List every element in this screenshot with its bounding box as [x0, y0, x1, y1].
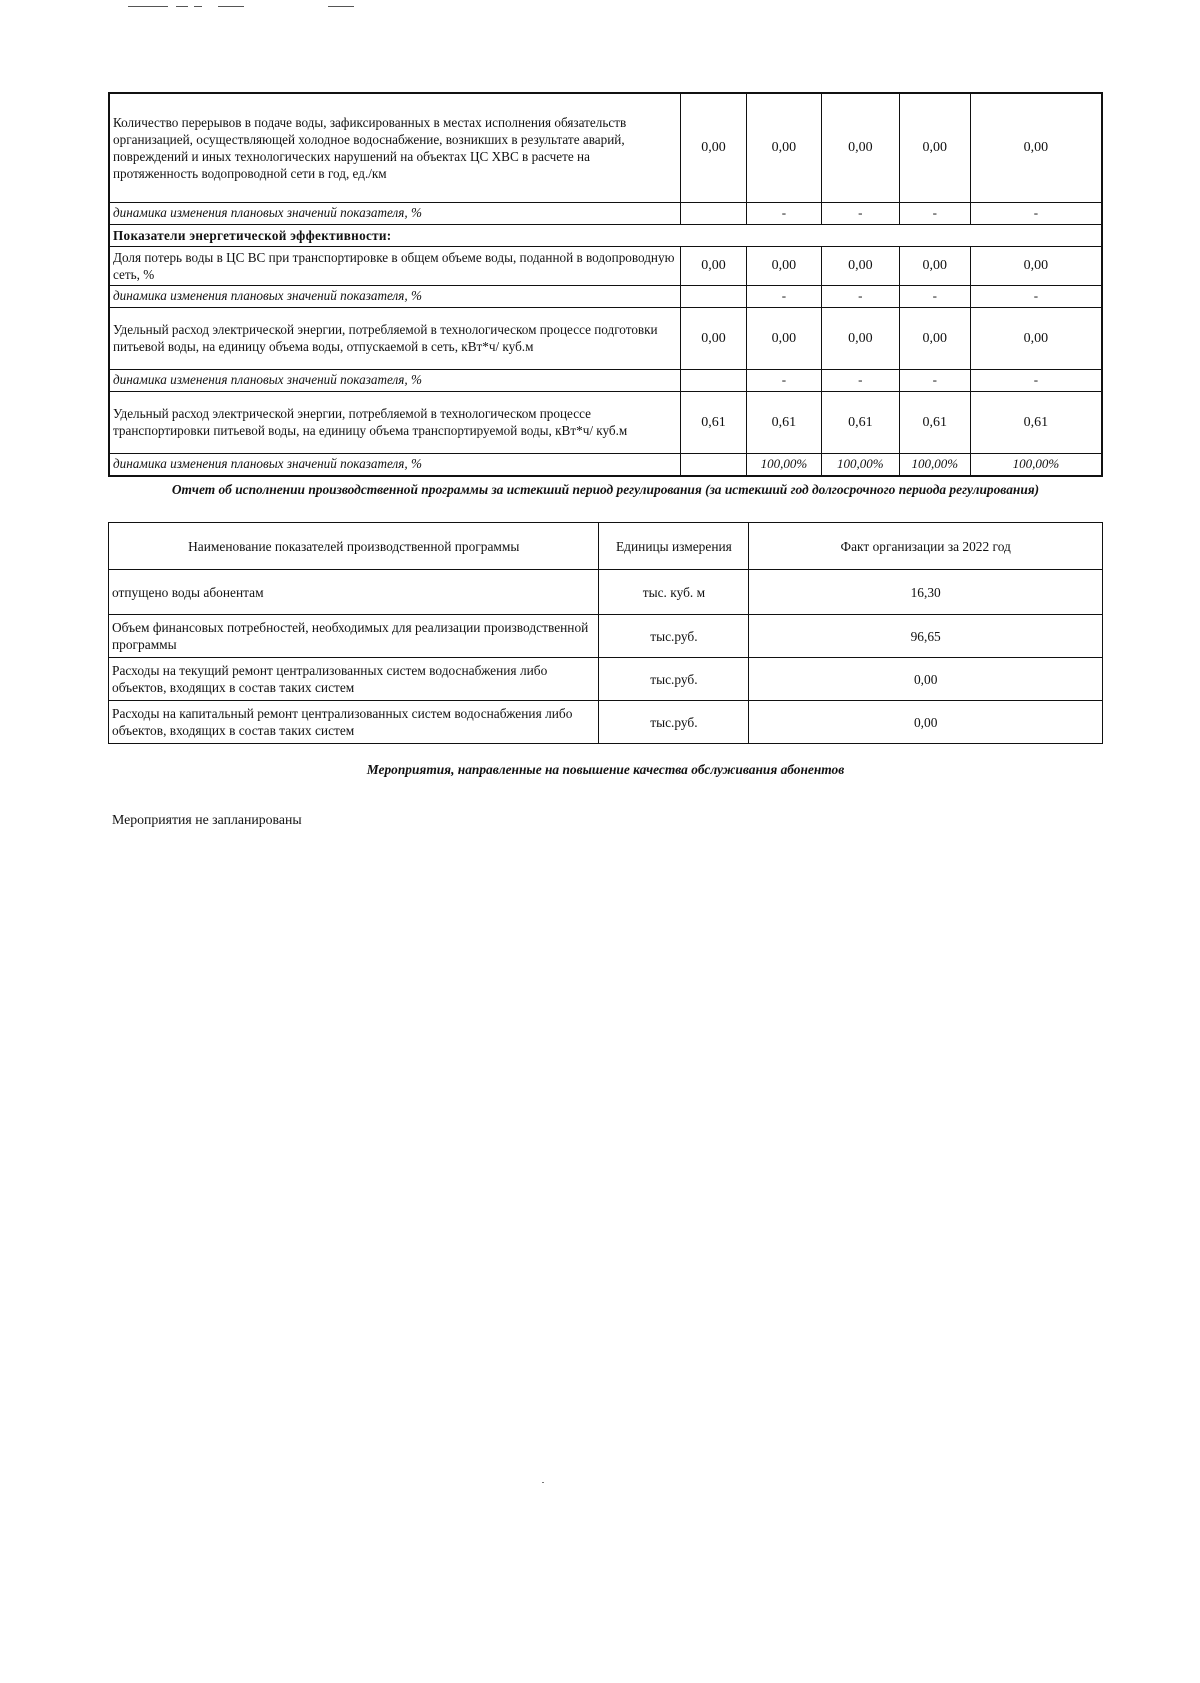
indicator-value: 0,00: [970, 246, 1102, 285]
indicator-value: 0,61: [899, 391, 970, 453]
table-row: [109, 570, 1103, 615]
program-indicator-unit: тыс. куб. м: [599, 570, 749, 615]
dynamics-value: -: [821, 369, 899, 391]
table-row: [109, 93, 1102, 202]
table-row: [109, 391, 1102, 453]
indicator-value: 0,00: [681, 246, 747, 285]
program-indicator-fact: 0,00: [749, 701, 1103, 744]
indicator-value: 0,00: [899, 93, 970, 202]
indicator-value: 0,00: [821, 246, 899, 285]
indicator-value: 0,00: [970, 307, 1102, 369]
table-row: [109, 307, 1102, 369]
table-row: [109, 246, 1102, 285]
column-header-unit: Единицы измерения: [599, 523, 749, 570]
column-header-fact: Факт организации за 2022 год: [749, 523, 1103, 570]
table-row: [109, 285, 1102, 307]
dynamics-value: -: [746, 285, 821, 307]
dynamics-label: динамика изменения плановых значений показателя, %: [109, 285, 681, 307]
dynamics-value: [681, 285, 747, 307]
program-indicator-name: Расходы на капитальный ремонт централизованных систем водоснабжения либо объектов, входящих в состав таких систем: [109, 701, 599, 744]
program-indicator-name: Объем финансовых потребностей, необходимых для реализации производственной программы: [109, 615, 599, 658]
table-row: [109, 453, 1102, 476]
scan-artifact-marks: [128, 5, 368, 9]
table-row: [109, 369, 1102, 391]
program-indicator-unit: тыс.руб.: [599, 701, 749, 744]
program-indicator-unit: тыс.руб.: [599, 658, 749, 701]
program-indicator-fact: 0,00: [749, 658, 1103, 701]
scan-speck: [542, 1482, 544, 1483]
indicator-value: 0,00: [681, 93, 747, 202]
indicator-value: 0,61: [746, 391, 821, 453]
dynamics-value: -: [970, 202, 1102, 224]
measures-note: Мероприятия не запланированы: [112, 812, 302, 827]
dynamics-value: 100,00%: [899, 453, 970, 476]
dynamics-label: динамика изменения плановых значений показателя, %: [109, 202, 681, 224]
table-row: [109, 701, 1103, 744]
dynamics-value: [681, 202, 747, 224]
dynamics-value: 100,00%: [746, 453, 821, 476]
indicator-value: 0,00: [821, 307, 899, 369]
dynamics-value: [681, 369, 747, 391]
indicator-value: 0,00: [899, 246, 970, 285]
program-table: [108, 522, 1103, 744]
table-row: [109, 658, 1103, 701]
program-indicator-fact: 96,65: [749, 615, 1103, 658]
dynamics-value: -: [821, 202, 899, 224]
dynamics-value: -: [970, 285, 1102, 307]
indicator-name: Удельный расход электрической энергии, потребляемой в технологическом процессе транспортировки питьевой воды, на единицу объема транспортируемой воды, кВт*ч/ куб.м: [109, 391, 681, 453]
dynamics-value: -: [746, 369, 821, 391]
dynamics-value: -: [899, 285, 970, 307]
program-indicator-unit: тыс.руб.: [599, 615, 749, 658]
section-row: [109, 224, 1102, 246]
indicators-table: [108, 92, 1103, 477]
dynamics-value: [681, 453, 747, 476]
program-indicator-name: Расходы на текущий ремонт централизованных систем водоснабжения либо объектов, входящих в состав таких систем: [109, 658, 599, 701]
program-indicator-name: отпущено воды абонентам: [109, 570, 599, 615]
program-indicator-fact: 16,30: [749, 570, 1103, 615]
indicator-value: 0,00: [746, 307, 821, 369]
indicator-name: Доля потерь воды в ЦС ВС при транспортировке в общем объеме воды, поданной в водопроводную сеть, %: [109, 246, 681, 285]
section-title: Показатели энергетической эффективности:: [109, 224, 1102, 246]
dynamics-value: -: [821, 285, 899, 307]
indicator-value: 0,00: [821, 93, 899, 202]
dynamics-value: -: [899, 369, 970, 391]
indicator-value: 0,00: [746, 246, 821, 285]
table-row: [109, 202, 1102, 224]
table-row: [109, 615, 1103, 658]
indicator-name: Количество перерывов в подаче воды, зафиксированных в местах исполнения обязательств организацией, осуществляющей холодное водоснабжение, возникших в результате аварий, повреждений и иных технологических нарушений на объектах ЦС ХВС в расчете на протяженность водопроводной сети в год, ед./км: [109, 93, 681, 202]
indicator-value: 0,61: [821, 391, 899, 453]
dynamics-label: динамика изменения плановых значений показателя, %: [109, 369, 681, 391]
dynamics-value: 100,00%: [970, 453, 1102, 476]
indicator-value: 0,00: [746, 93, 821, 202]
indicator-value: 0,61: [970, 391, 1102, 453]
dynamics-value: -: [970, 369, 1102, 391]
indicator-value: 0,61: [681, 391, 747, 453]
indicator-value: 0,00: [681, 307, 747, 369]
dynamics-label: динамика изменения плановых значений показателя, %: [109, 453, 681, 476]
dynamics-value: -: [746, 202, 821, 224]
table-header-row: [109, 523, 1103, 570]
indicator-value: 0,00: [899, 307, 970, 369]
indicator-name: Удельный расход электрической энергии, потребляемой в технологическом процессе подготовки питьевой воды, на единицу объема воды, отпускаемой в сеть, кВт*ч/ куб.м: [109, 307, 681, 369]
dynamics-value: 100,00%: [821, 453, 899, 476]
indicator-value: 0,00: [970, 93, 1102, 202]
dynamics-value: -: [899, 202, 970, 224]
column-header-name: Наименование показателей производственной программы: [109, 523, 599, 570]
measures-caption: Мероприятия, направленные на повышение качества обслуживания абонентов: [366, 762, 845, 777]
report-caption: Отчет об исполнении производственной программы за истекший период регулирования (за истекший год долгосрочного периода регулирования): [171, 482, 1040, 497]
